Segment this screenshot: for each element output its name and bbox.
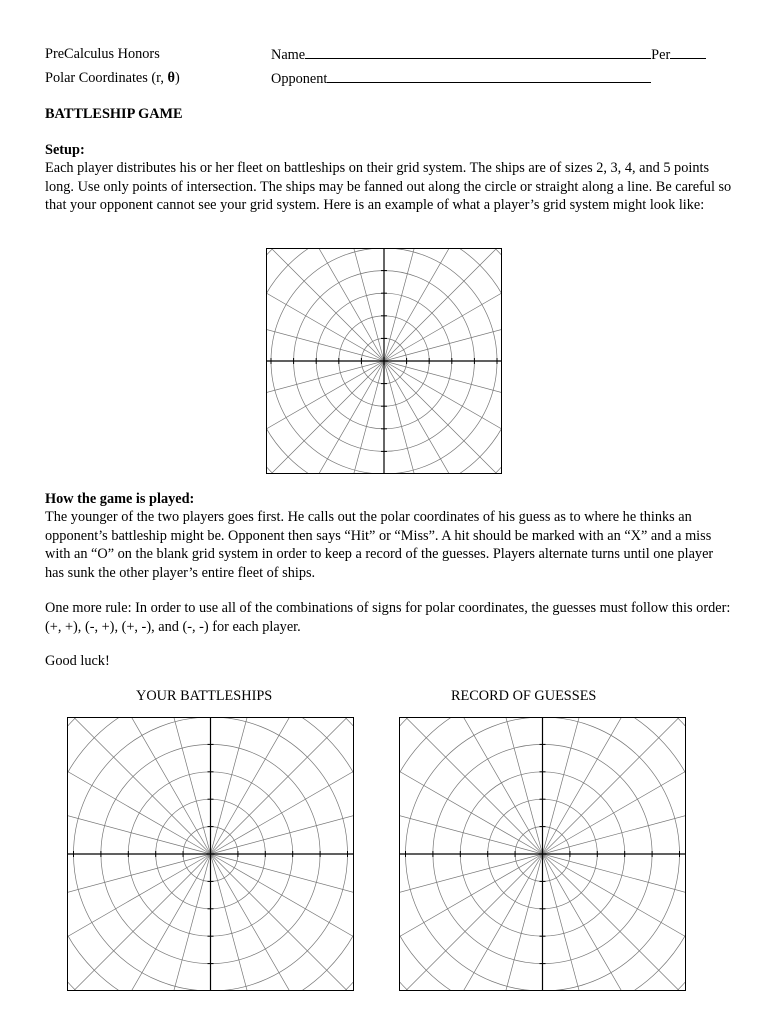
polar-ray (149, 854, 211, 991)
opponent-field[interactable] (271, 70, 651, 88)
topic-prefix: Polar Coordinates (r, (45, 70, 168, 86)
polar-ray (399, 735, 543, 854)
how-paragraph: The younger of the two players goes first. He calls out the polar coordinates of his guess as to where he thinks an opponent’s battleship might be. Opponent then says “Hit” or “Miss”. A hit should be marked with an “X” and a miss with an “O” on the blank grid system in order to keep a record of the guesses. Players alternate turns until one player has sunk the other player’s entire fleet of ships. (45, 509, 714, 581)
closing-text: Good luck! (45, 653, 110, 669)
polar-ray (543, 717, 605, 854)
polar-ray (67, 735, 211, 854)
polar-ray (543, 792, 687, 854)
polar-grid-group (266, 248, 502, 474)
topic-suffix: ) (174, 70, 180, 86)
polar-ray (211, 854, 355, 973)
polar-ray (384, 361, 435, 474)
rule-paragraph: One more rule: In order to use all of the combinations of signs for polar coordinates, the guesses must follow this order: (+, +), (-, +), (+, -), and (-, -) for each player. (45, 600, 731, 635)
opponent-blank[interactable] (327, 70, 651, 83)
polar-ray (384, 248, 435, 361)
polar-ray (67, 854, 211, 916)
record-of-guesses-grid[interactable] (399, 717, 686, 991)
polar-grid-group (399, 717, 686, 991)
polar-ray (384, 263, 502, 361)
polar-ray (333, 248, 384, 361)
how-heading: How the game is played: (45, 491, 195, 507)
polar-ray (333, 361, 384, 474)
polar-ray (543, 854, 687, 916)
polar-grid-group (67, 717, 354, 991)
polar-ray (149, 717, 211, 854)
your-battleships-grid[interactable] (67, 717, 354, 991)
topic-label (45, 70, 180, 87)
opponent-label: Opponent (271, 71, 328, 87)
polar-ray (543, 854, 605, 991)
polar-ray (211, 735, 355, 854)
polar-ray (67, 792, 211, 854)
polar-ray (266, 263, 384, 361)
polar-ray (211, 854, 273, 991)
your-battleships-label: YOUR BATTLESHIPS (136, 688, 273, 704)
polar-ray (384, 310, 502, 361)
polar-ray (543, 854, 687, 973)
polar-ray (266, 310, 384, 361)
polar-ray (399, 854, 543, 973)
polar-ray (211, 792, 355, 854)
polar-ray (266, 361, 384, 412)
setup-heading: Setup: (45, 142, 85, 158)
name-label: Name (271, 47, 306, 63)
polar-ray (399, 854, 543, 916)
theta-symbol: θ (167, 70, 175, 86)
per-blank[interactable] (670, 46, 706, 59)
polar-ray (211, 854, 355, 916)
example-polar-grid (266, 248, 502, 474)
polar-ray (481, 854, 543, 991)
polar-ray (543, 735, 687, 854)
per-label: Per (651, 47, 671, 63)
name-blank[interactable] (305, 46, 651, 59)
record-of-guesses-label: RECORD OF GUESSES (451, 688, 597, 704)
page-title: BATTLESHIP GAME (45, 106, 183, 122)
polar-ray (481, 717, 543, 854)
setup-paragraph: Each player distributes his or her fleet on battleships on their grid system. The ships are of sizes 2, 3, 4, and 5 points long. Use only points of intersection. The ships may be fanned out along the circle or straight along a line. Be careful so that your opponent cannot see your grid system. Here is an example of what a player’s grid system might look like: (45, 160, 732, 214)
polar-ray (67, 854, 211, 973)
polar-ray (211, 717, 273, 854)
name-field[interactable] (271, 46, 706, 64)
polar-ray (266, 361, 384, 459)
polar-ray (399, 792, 543, 854)
course-label: PreCalculus Honors (45, 46, 160, 62)
polar-ray (384, 361, 502, 459)
polar-ray (384, 361, 502, 412)
